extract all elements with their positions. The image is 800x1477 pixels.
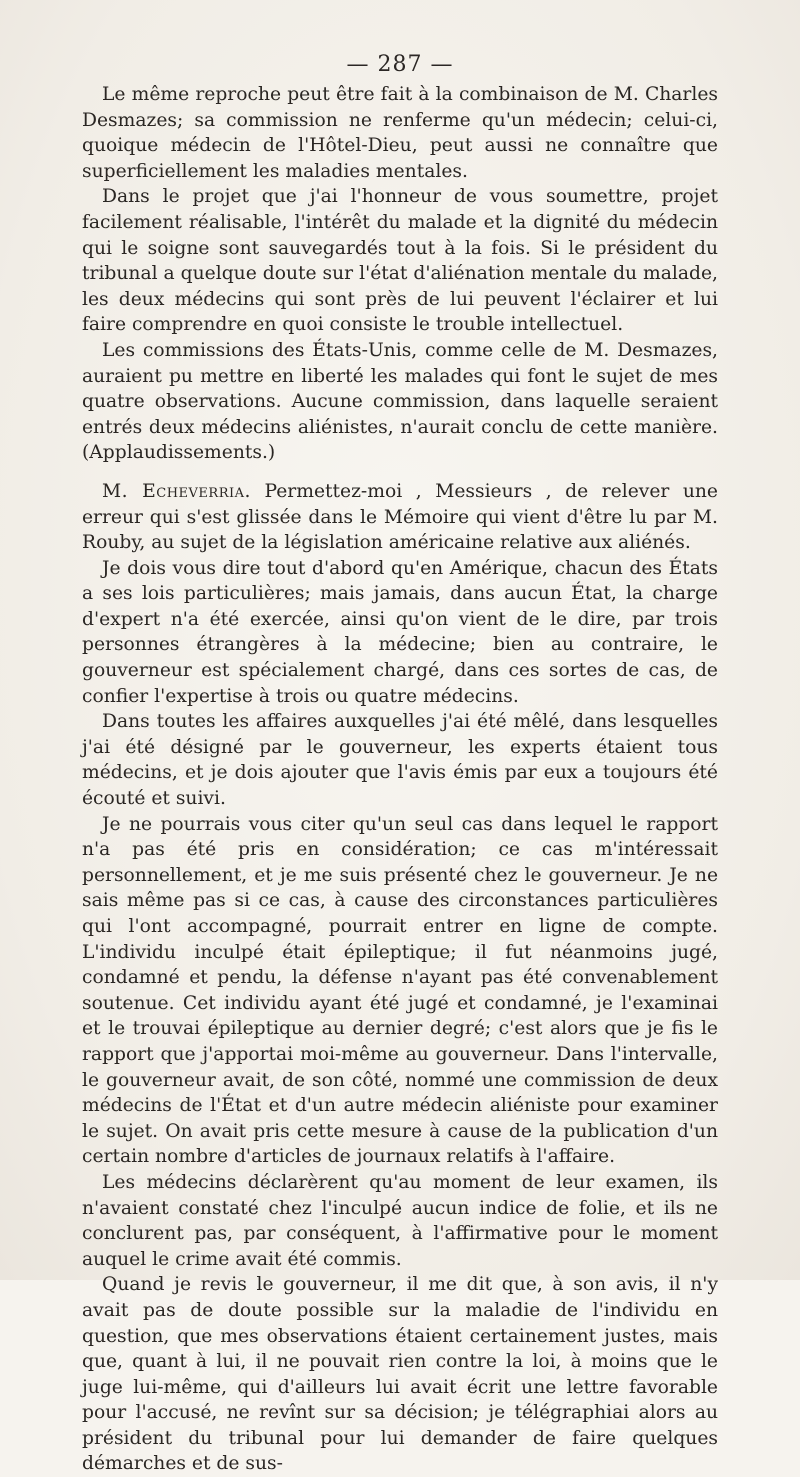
body-text (82, 82, 718, 1477)
paragraph-9: Quand je revis le gouverneur, il me dit que, à son avis, il n'y avait pas de doute possible sur la maladie de l'individu en question, que mes observations étaient certainement justes, mais que, quant à lui, il ne pouvait rien contre la loi, à moins que le juge lui-même, qui d'ailleurs lui avait écrit une lettre favorable pour l'accusé, ne revînt sur sa décision; je télégraphiai alors au président du tribunal pour lui demander de faire quelques démarches et de sus- (82, 1274, 718, 1475)
paragraph-7: Je ne pourrais vous citer qu'un seul cas dans lequel le rapport n'a pas été pris en considération; ce cas m'intéressait personnellement, et je me suis présenté chez le gouverneur. Je ne sais même pas si ce cas, à cause des circonstances particulières qui l'ont accompagné, pourrait entrer en ligne de compte. L'individu inculpé était épileptique; il fut néanmoins jugé, condamné et pendu, la défense n'ayant pas été convenablement soutenue. Cet individu ayant été jugé et condamné, je l'examinai et le trouvai épileptique au dernier degré; c'est alors que je fis le rapport que j'apportai moi-même au gouverneur. Dans l'intervalle, le gouverneur avait, de son côté, nommé une commission de deux médecins de l'État et d'un autre médecin aliéniste pour examiner le sujet. On avait pris cette mesure à cause de la publication d'un certain nombre d'articles de journaux relatifs à l'affaire. (82, 813, 718, 1168)
paragraph-2: Dans le projet que j'ai l'honneur de vous soumettre, projet facilement réalisable, l'intérêt du malade et la dignité du médecin qui le soigne sont sauvegardés tout à la fois. Si le président du tribunal a quelque doute sur l'état d'aliénation mentale du malade, les deux médecins qui sont près de lui peuvent l'éclairer et lui faire comprendre en quoi consiste le trouble intellectuel. (82, 186, 718, 336)
page-number: — 287 — (346, 52, 454, 77)
paragraph-6: Dans toutes les affaires auxquelles j'ai été mêlé, dans lesquelles j'ai été désigné par le gouverneur, les experts étaient tous médecins, et je dois ajouter que l'avis émis par eux a toujours été écouté et suivi. (82, 711, 718, 810)
paragraph-8: Les médecins déclarèrent qu'au moment de leur examen, ils n'avaient constaté chez l'inculpé aucun indice de folie, et ils ne conclurent pas, par conséquent, à l'affirmative pour le moment auquel le crime avait été commis. (82, 1171, 718, 1270)
paragraph-5: Je dois vous dire tout d'abord qu'en Amérique, chacun des États a ses lois particulières; mais jamais, dans aucun État, la charge d'expert n'a été exercée, ainsi qu'on vient de le dire, par trois personnes étrangères à la médecine; bien au contraire, le gouverneur est spécialement chargé, dans ces sortes de cas, de confier l'expertise à trois ou quatre médecins. (82, 557, 718, 707)
paragraph-4-text: Permettez-moi , Messieurs , de relever une erreur qui s'est glissée dans le Mémoire qui vient d'être lu par M. Rouby, au sujet de la législation américaine relative aux aliénés. (82, 480, 718, 554)
paragraph-3: Les commissions des États-Unis, comme celle de M. Desmazes, auraient pu mettre en liberté les malades qui font le sujet de mes quatre observations. Aucune commission, dans laquelle seraient entrés deux médecins aliénistes, n'aurait conclu de cette manière. (Applaudissements.) (82, 339, 718, 464)
paragraph-1: Le même reproche peut être fait à la combinaison de M. Charles Desmazes; sa commission ne renferme qu'un médecin; celui-ci, quoique médecin de l'Hôtel-Dieu, peut aussi ne connaître que superficiellement les maladies mentales. (82, 84, 718, 182)
paragraph-4 (82, 479, 718, 556)
speaker-name: M. Echeverria. (102, 480, 251, 502)
